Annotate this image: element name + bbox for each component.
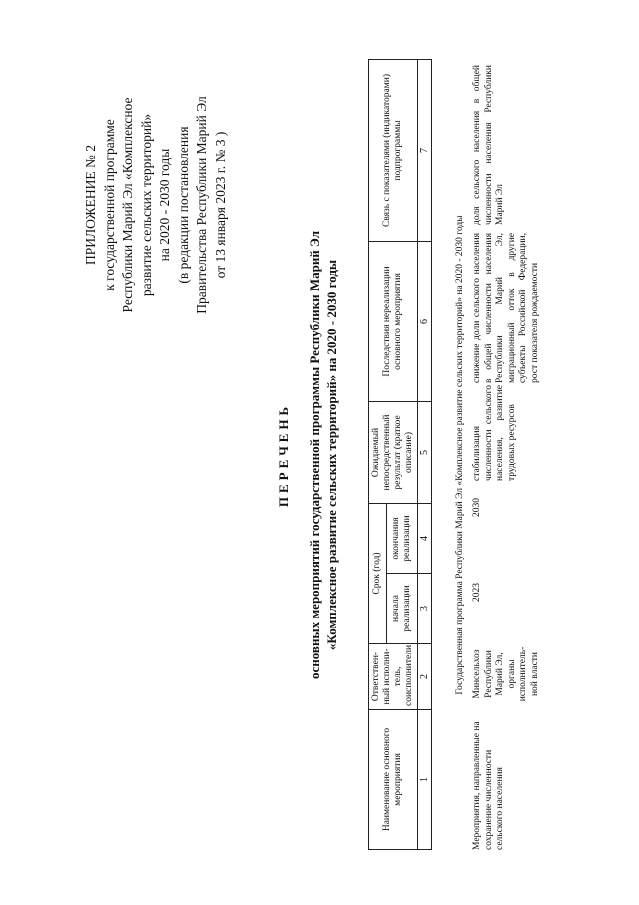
header-consequences: Последствия нереализации основного мероприятия bbox=[369, 242, 418, 402]
program-line: Государственная программа Республики Марий Эл «Комплексное развитие сельских территорий» на 2020 - 2030 годы bbox=[455, 215, 465, 695]
header-link: Связь с показателями (индикаторами) подпрограммы bbox=[369, 60, 418, 242]
column-number: 2 bbox=[418, 644, 432, 710]
appendix-number: ПРИЛОЖЕНИЕ № 2 bbox=[83, 144, 98, 266]
header-result: Ожидаемый непосредственный результат (краткое описание) bbox=[369, 402, 418, 504]
row-start: 2023 bbox=[472, 583, 482, 602]
appendix-line: к государственной программе bbox=[101, 119, 117, 291]
document-title: ПЕРЕЧЕНЬ bbox=[276, 402, 291, 508]
appendix-line: развитие сельских территорий» bbox=[138, 113, 154, 297]
document-heading bbox=[276, 65, 340, 845]
header-name: Наименование основного мероприятия bbox=[369, 710, 418, 850]
appendix-line: Правительства Республики Марий Эл bbox=[194, 96, 209, 314]
row-consequences: снижение доли сельского населения в общей численности населения Республики Марий Эл, миграционный отток в другие субъекты Российской Федерации, рост показателя рождаемости bbox=[472, 233, 540, 383]
column-number: 6 bbox=[418, 242, 432, 402]
document-subtitle: основных мероприятий государственной программы Республики Марий Эл bbox=[307, 231, 322, 680]
header-term: Срок (год) bbox=[369, 504, 387, 644]
appendix-line: Республики Марий Эл «Комплексное bbox=[120, 97, 135, 313]
column-number: 3 bbox=[418, 574, 432, 644]
column-number: 1 bbox=[418, 710, 432, 850]
row-executor: Минсельхоз Республики Марий Эл, органы исполнитель-ной власти bbox=[472, 646, 540, 702]
column-number: 5 bbox=[418, 402, 432, 504]
column-number: 7 bbox=[418, 60, 432, 242]
column-number: 4 bbox=[418, 504, 432, 574]
header-start: начала реализации bbox=[387, 574, 418, 644]
appendix-line: на 2020 - 2030 годы bbox=[157, 148, 172, 262]
row-link: доля сельского населения в общей численности населения Республики Марий Эл bbox=[472, 65, 505, 225]
row-name: Мероприятия, направленные на сохранение численности сельского населения bbox=[472, 721, 505, 850]
appendix-block bbox=[82, 75, 230, 335]
header-executor: Ответствен-ный исполни-тель, соисполнители bbox=[369, 644, 418, 710]
document-subtitle: «Комплексное развитие сельских территорий» на 2020 - 2030 годы bbox=[324, 259, 339, 651]
row-end: 2030 bbox=[472, 498, 482, 517]
measures-table bbox=[368, 59, 432, 850]
appendix-date: от 13 января 2023 г. № 3 ) bbox=[212, 131, 228, 279]
row-result: стабилизация численности сельского населения, развитие трудовых ресурсов bbox=[472, 385, 517, 481]
header-end: окончания реализации bbox=[387, 504, 418, 574]
appendix-line: (в редакции постановления bbox=[175, 126, 191, 284]
